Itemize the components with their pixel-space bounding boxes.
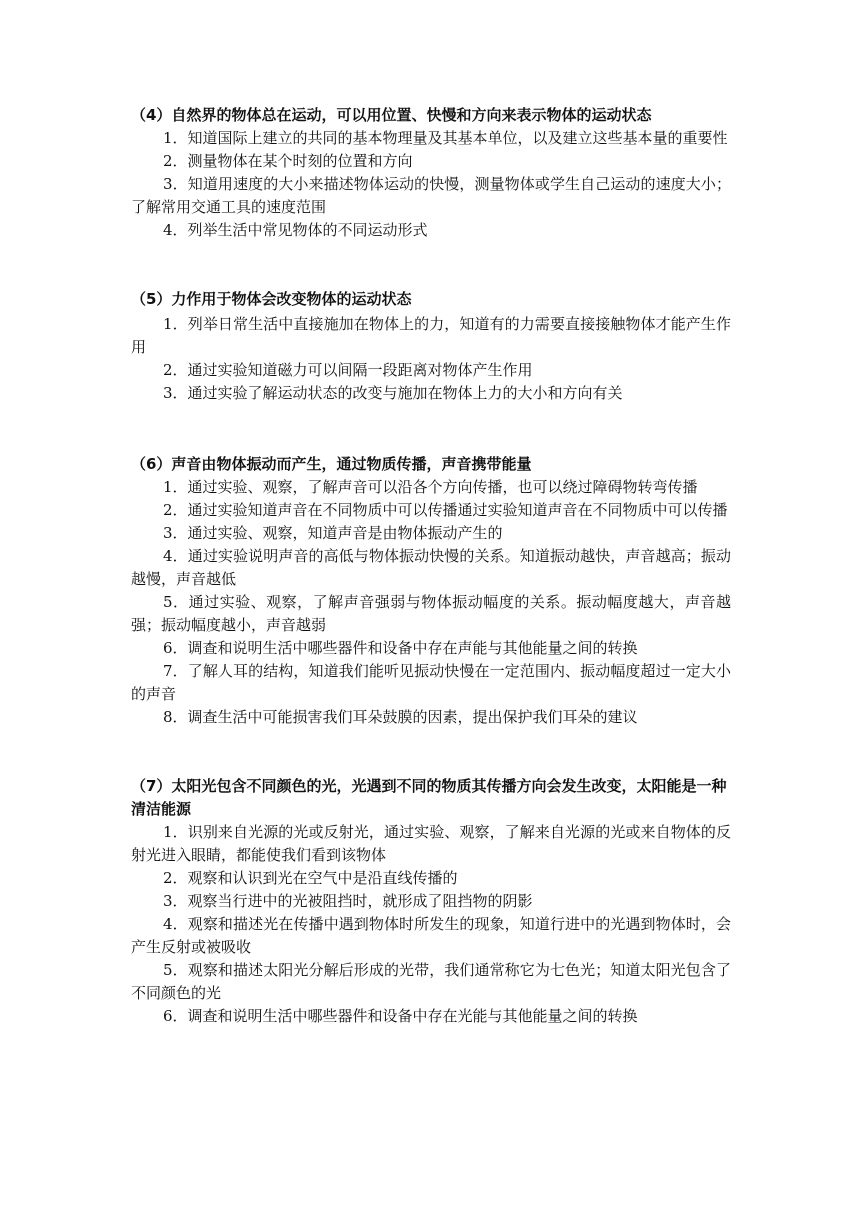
list-item: 4．观察和描述光在传播中遇到物体时所发生的现象，知道行进中的光遇到物体时，会产生反射或被吸收: [131, 915, 731, 956]
list-item: 3．观察当行进中的光被阻挡时，就形成了阻挡物的阴影: [163, 892, 533, 910]
list-item: 5．观察和描述太阳光分解后形成的光带，我们通常称它为七色光；知道太阳光包含了不同颜色的光: [131, 961, 731, 1002]
section-spacer: [131, 242, 731, 288]
list-item: 7．了解人耳的结构，知道我们能听见振动快慢在一定范围内、振动幅度超过一定大小的声音: [131, 662, 731, 703]
list-item: 2．测量物体在某个时刻的位置和方向: [163, 152, 413, 170]
section-title: （5）力作用于物体会改变物体的运动状态: [131, 290, 412, 308]
list-item: 6．调查和说明生活中哪些器件和设备中存在声能与其他能量之间的转换: [163, 639, 638, 657]
section-title: （6）声音由物体振动而产生，通过物质传播，声音携带能量: [131, 455, 532, 473]
list-item: 3．通过实验、观察，知道声音是由物体振动产生的: [163, 524, 503, 542]
list-item: 2．通过实验知道磁力可以间隔一段距离对物体产生作用: [163, 361, 533, 379]
section-5: [131, 288, 731, 405]
list-item: 1．通过实验、观察，了解声音可以沿各个方向传播，也可以绕过障碍物转弯传播: [163, 478, 698, 496]
list-item: 2．通过实验知道声音在不同物质中可以传播通过实验知道声音在不同物质中可以传播: [163, 501, 728, 519]
list-item: 1．列举日常生活中直接施加在物体上的力，知道有的力需要直接接触物体才能产生作用: [131, 315, 731, 356]
list-item: 1．识别来自光源的光或反射光，通过实验、观察，了解来自光源的光或来自物体的反射光进入眼睛，都能使我们看到该物体: [131, 823, 731, 864]
list-item: 6．调查和说明生活中哪些器件和设备中存在光能与其他能量之间的转换: [163, 1007, 638, 1025]
list-item: 3．通过实验了解运动状态的改变与施加在物体上力的大小和方向有关: [163, 384, 623, 402]
document-page: [131, 104, 731, 1028]
section-spacer: [131, 405, 731, 453]
list-item: 1．知道国际上建立的共同的基本物理量及其基本单位，以及建立这些基本量的重要性: [163, 129, 728, 147]
section-title: （7）太阳光包含不同颜色的光，光遇到不同的物质其传播方向会发生改变，太阳能是一种清洁能源: [131, 777, 727, 818]
section-6: [131, 453, 731, 729]
list-item: 2．观察和认识到光在空气中是沿直线传播的: [163, 869, 458, 887]
list-item: 3．知道用速度的大小来描述物体运动的快慢，测量物体或学生自己运动的速度大小；了解常用交通工具的速度范围: [131, 175, 731, 216]
section-4: [131, 104, 731, 242]
section-7: [131, 775, 731, 1028]
list-item: 4．通过实验说明声音的高低与物体振动快慢的关系。知道振动越快，声音越高；振动越慢，声音越低: [131, 547, 731, 588]
list-item: 8．调查生活中可能损害我们耳朵鼓膜的因素，提出保护我们耳朵的建议: [163, 708, 638, 726]
list-item: 4．列举生活中常见物体的不同运动形式: [163, 221, 428, 239]
section-spacer: [131, 729, 731, 775]
list-item: 5．通过实验、观察，了解声音强弱与物体振动幅度的关系。振动幅度越大，声音越强；振动幅度越小，声音越弱: [131, 593, 731, 634]
section-title: （4）自然界的物体总在运动，可以用位置、快慢和方向来表示物体的运动状态: [131, 106, 652, 124]
